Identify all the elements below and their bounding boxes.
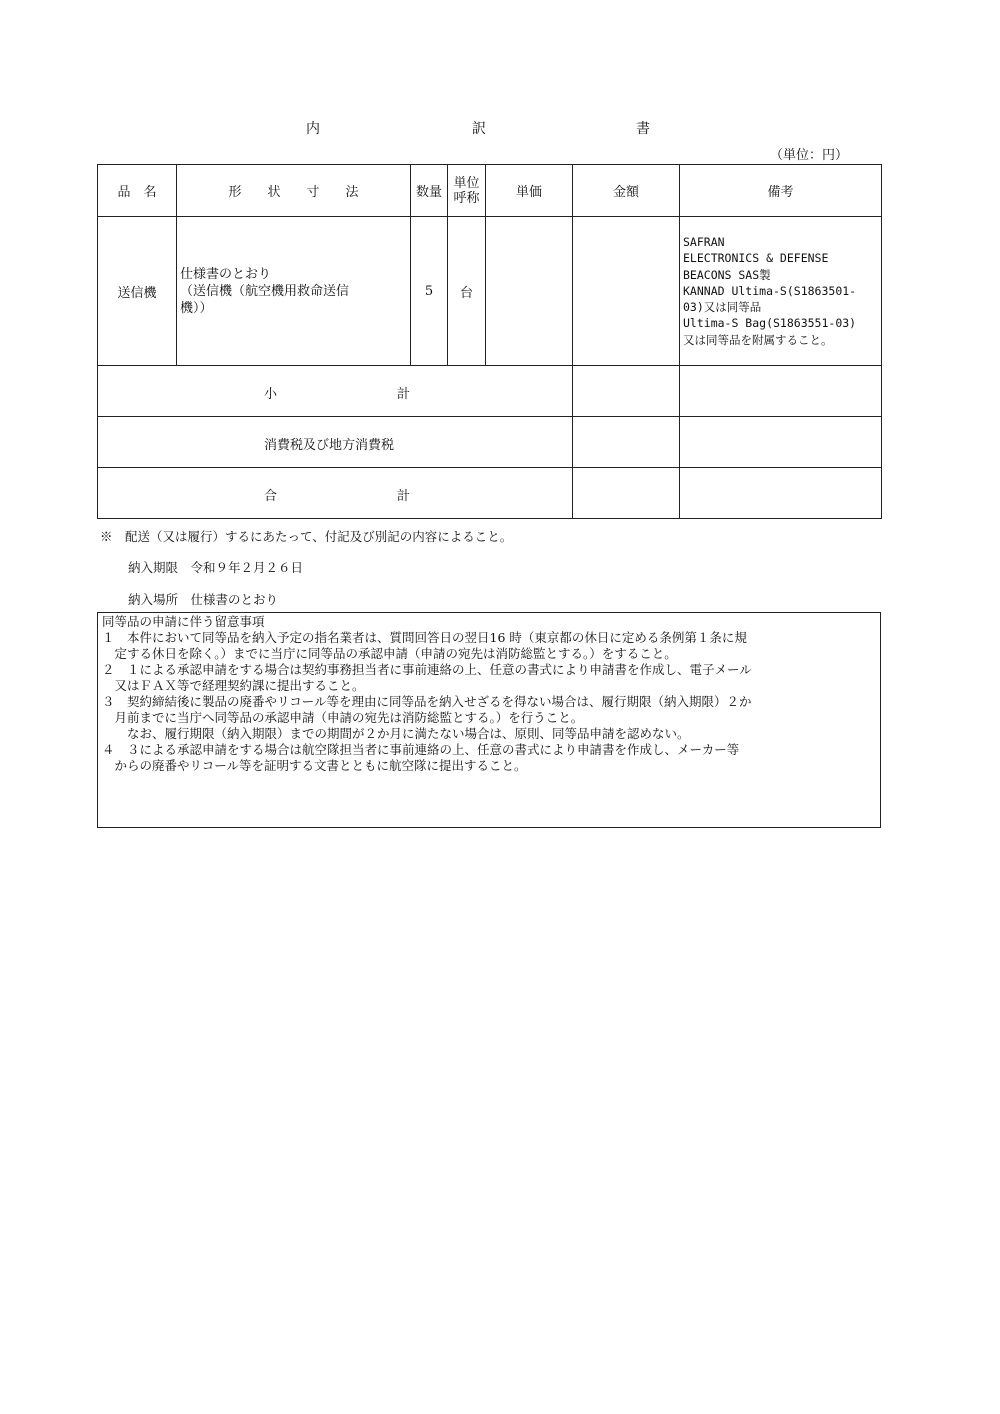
- item-spec-line2: （送信機（航空機用救命送信: [180, 283, 350, 299]
- item-spec: [177, 217, 411, 366]
- tax-label-text: 消費税及び地方消費税: [264, 438, 395, 453]
- total-label: [98, 468, 573, 519]
- equivalent-product-notice: [97, 612, 881, 828]
- subtotal-label-a: 小: [264, 387, 278, 402]
- table-row: [98, 217, 882, 366]
- header-unit-price: 単価: [486, 165, 573, 217]
- item-spec-line1: 仕様書のとおり: [180, 266, 272, 282]
- notice-line: ２ １による承認申請をする場合は契約事務担当者に事前連絡の上、任意の書式により申請書を作成し、電子メール: [102, 662, 752, 677]
- total-label-a: 合: [264, 489, 278, 504]
- breakdown-table: [97, 164, 882, 519]
- header-qty: 数量: [411, 165, 448, 217]
- total-label-b: 計: [397, 489, 411, 504]
- notice-line: ４ ３による承認申請をする場合は航空隊担当者に事前連絡の上、任意の書式により申請書を作成し、メーカー等: [102, 742, 740, 757]
- tax-remarks: [680, 417, 882, 468]
- item-qty: 5: [411, 217, 448, 366]
- item-unit: 台: [448, 217, 486, 366]
- item-amount: [573, 217, 680, 366]
- notice-line: 又はＦＡＸ等で経理契約課に提出すること。: [102, 678, 365, 693]
- delivery-place: 納入場所 仕様書のとおり: [128, 592, 279, 607]
- header-remarks: 備考: [680, 165, 882, 217]
- subtotal-row: [98, 366, 882, 417]
- tax-row: [98, 417, 882, 468]
- subtotal-remarks: [680, 366, 882, 417]
- notice-line: ３ 契約締結後に製品の廃番やリコール等を理由に同等品を納入せざるを得ない場合は、履行期限（納入期限）２か: [102, 694, 752, 709]
- header-unit: [448, 165, 486, 217]
- unit-note: （単位：円）: [770, 148, 849, 163]
- title-char-2: 訳: [472, 121, 486, 137]
- item-spec-line3: 機））: [180, 300, 213, 316]
- document-title: [0, 118, 1000, 138]
- notice-line: １ 本件において同等品を納入予定の指名業者は、質問回答日の翌日16 時（東京都の休日に定める条例第１条に規: [102, 630, 747, 645]
- header-amount: 金額: [573, 165, 680, 217]
- notice-line: からの廃番やリコール等を証明する文書とともに航空隊に提出すること。: [102, 758, 527, 773]
- tax-label: [98, 417, 573, 468]
- header-unit-line1: 単位: [453, 175, 480, 191]
- subtotal-label-b: 計: [397, 387, 411, 402]
- title-char-1: 内: [306, 121, 320, 137]
- header-spec: 形 状 寸 法: [177, 165, 411, 217]
- notice-heading: 同等品の申請に伴う留意事項: [102, 614, 265, 629]
- notice-line: なお、履行期限（納入期限）までの期間が２か月に満たない場合は、原則、同等品申請を認めない。: [102, 726, 690, 741]
- tax-amount: [573, 417, 680, 468]
- delivery-deadline: 納入期限 令和９年２月２６日: [128, 560, 304, 575]
- item-name: 送信機: [98, 217, 177, 366]
- notice-line: 月前までに当庁へ同等品の承認申請（申請の宛先は消防総監とする。）を行うこと。: [102, 710, 584, 725]
- title-char-3: 書: [636, 121, 650, 137]
- item-unit-price: [486, 217, 573, 366]
- header-unit-line2: 呼称: [453, 190, 480, 206]
- table-header-row: [98, 165, 882, 217]
- subtotal-label: [98, 366, 573, 417]
- total-remarks: [680, 468, 882, 519]
- subtotal-amount: [573, 366, 680, 417]
- total-amount: [573, 468, 680, 519]
- total-row: [98, 468, 882, 519]
- header-name: 品 名: [98, 165, 177, 217]
- notice-line: 定する休日を除く。）までに当庁に同等品の承認申請（申請の宛先は消防総監とする。）をすること。: [102, 646, 677, 661]
- delivery-note: ※ 配送（又は履行）するにあたって、付記及び別記の内容によること。: [100, 529, 513, 544]
- item-remarks: SAFRAN ELECTRONICS & DEFENSE BEACONS SAS製 KANNAD Ultima-S(S1863501- 03)又は同等品 Ultima-S Bag(S1863551-03) 又は同等品を附属すること。: [680, 217, 882, 366]
